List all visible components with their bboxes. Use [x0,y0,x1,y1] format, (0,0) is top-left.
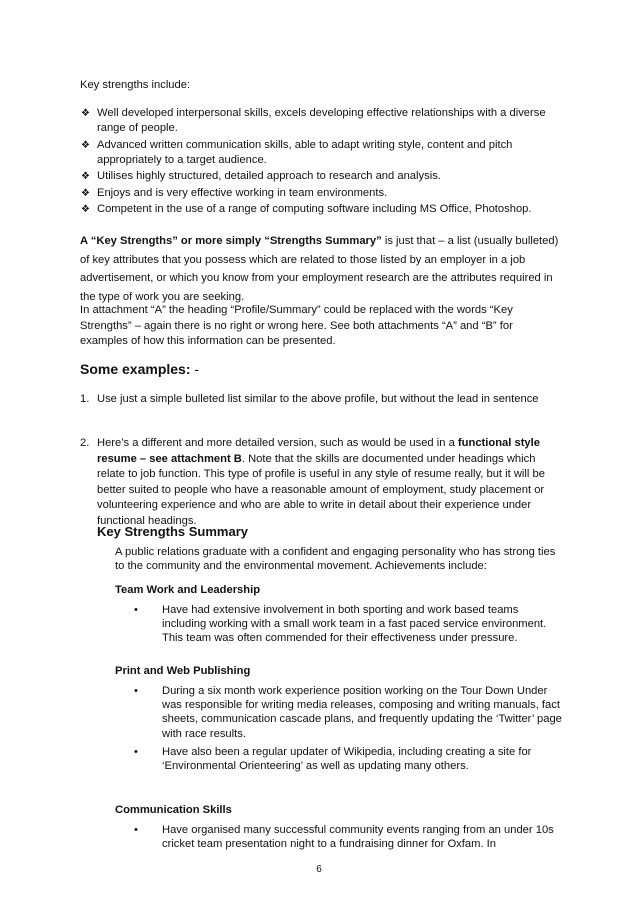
bullet-dot-icon: • [134,685,138,697]
strengths-definition-bold: A “Key Strengths” or more simply “Strengths Summary” [80,235,382,247]
list-item-text: Advanced written communication skills, able to adapt writing style, content and pitch appropriately to a target audience. [97,138,513,166]
list-item-text: Have had extensive involvement in both sporting and work based teams including working with a small work team in a fast paced service environment. This team was often commended for their effectiveness under pressure. [162,604,547,645]
example-text-before: Here’s a different and more detailed version, such as would be used in a [97,437,458,449]
examples-heading [80,361,199,377]
bullet-dot-icon: • [134,824,138,836]
list-item [115,603,565,646]
attachment-paragraph: In attachment “A” the heading “Profile/Summary” could be replaced with the words “Key Strengths” – again there is no right or wrong here. See both attachments “A” and “B” for examples of how this information can be presented. [80,304,513,347]
list-item [80,106,560,136]
section-bullets [115,823,565,851]
summary-section-publishing [115,664,565,777]
diamond-bullet-icon: ❖ [81,139,90,151]
summary-intro: A public relations graduate with a confident and engaging personality who has strong ties to the community and the environmental movement. Achievements include: [115,546,556,572]
examples-heading-suffix: - [190,361,200,377]
example-text [97,436,562,529]
examples-heading-text: Some examples: [80,361,191,377]
summary-heading: Key Strengths Summary [97,524,248,539]
list-item-text: Competent in the use of a range of computing software including MS Office, Photoshop. [97,203,532,216]
example-text-after: . Note that the skills are documented under headings which relate to job function. This type of profile is useful in any style of resume really, but it will be better suited to people who have a reasonable amount of employment, study placement or volunteering experience and who are able to write in detail about their experience under functional headings. [97,452,545,527]
bullet-dot-icon: • [134,604,138,616]
summary-section-communication [115,803,565,855]
section-title: Team Work and Leadership [115,584,261,596]
diamond-bullet-icon: ❖ [81,171,90,183]
strengths-definition-text: is just that – a list (usually bulleted) of key attributes that you possess which are related to those listed by an employer in a job advertisement, or which you know from your employment research are the attributes required in the type of work you are seeking. [80,235,559,303]
list-item [115,823,565,851]
list-item [80,138,560,168]
example-number: 2. [80,437,90,449]
list-item-text: Well developed interpersonal skills, excels developing effective relationships with a diverse range of people. [97,107,546,134]
diamond-bullet-icon: ❖ [81,204,90,216]
section-bullets [115,684,565,773]
key-strengths-list [80,106,560,219]
example-item-1 [80,392,562,408]
example-item-2 [80,436,562,529]
list-item-text: Enjoys and is very effective working in team environments. [97,186,388,199]
list-item-text: Have organised many successful community events ranging from an under 10s cricket team presentation night to a fundraising dinner for Oxfam. In [162,824,554,851]
page-number: 6 [316,864,322,875]
example-number: 1. [80,393,90,405]
example-text-bold: functional style resume – see attachment B [97,437,540,465]
bullet-dot-icon: • [134,745,138,758]
strengths-definition-paragraph [80,232,562,306]
section-bullets [115,603,565,646]
list-item-text: Have also been a regular updater of Wikipedia, including creating a site for ‘Environmental Orienteering’ as well as updating many others. [162,745,532,773]
section-title: Print and Web Publishing [115,665,251,677]
list-item [115,684,565,741]
list-item [80,202,560,217]
list-item-text: During a six month work experience position working on the Tour Down Under was responsible for writing media releases, composing and writing manuals, fact sheets, communication cascade plans, and frequently updating the ‘Twitter’ page with race results. [162,685,562,740]
list-item-text: Utilises highly structured, detailed approach to research and analysis. [97,170,441,183]
key-strengths-intro: Key strengths include: [80,79,191,91]
summary-section-teamwork [115,583,565,650]
list-item [80,169,560,184]
diamond-bullet-icon: ❖ [81,187,90,199]
list-item [80,186,560,201]
section-title: Communication Skills [115,804,232,816]
list-item [115,745,565,773]
example-text: Use just a simple bulleted list similar to the above profile, but without the lead in sentence [97,393,539,405]
diamond-bullet-icon: ❖ [81,108,90,119]
